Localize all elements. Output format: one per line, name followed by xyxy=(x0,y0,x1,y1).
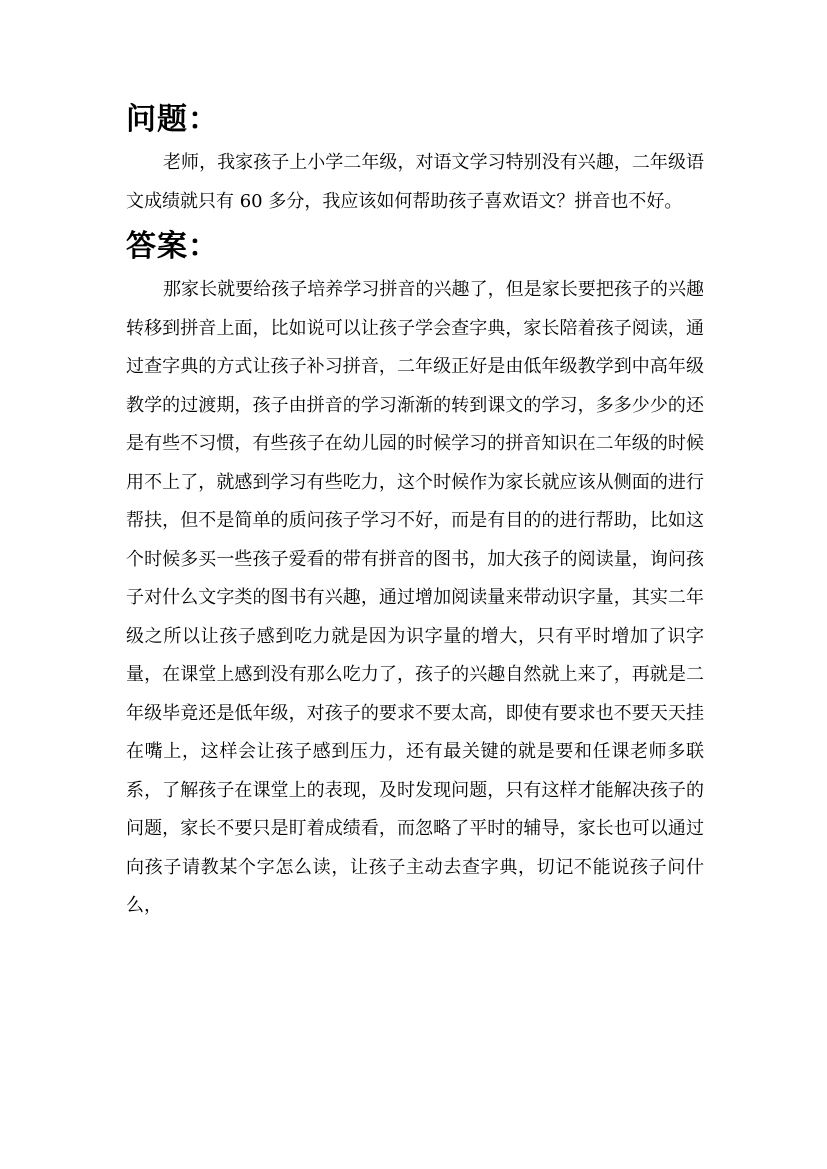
answer-text: 那家长就要给孩子培养学习拼音的兴趣了，但是家长要把孩子的兴趣转移到拼音上面，比如说可以让孩子学会查字典，家长陪着孩子阅读，通过查字典的方式让孩子补习拼音，二年级正好是由低年级教学到中高年级教学的过渡期，孩子由拼音的学习渐渐的转到课文的学习，多多少少的还是有些不习惯，有些孩子在幼儿园的时候学习的拼音知识在二年级的时候用不上了，就感到学习有些吃力，这个时候作为家长就应该从侧面的进行帮扶，但不是简单的质问孩子学习不好，而是有目的的进行帮助，比如这个时候多买一些孩子爱看的带有拼音的图书，加大孩子的阅读量，询问孩子对什么文字类的图书有兴趣，通过增加阅读量来带动识字量，其实二年级之所以让孩子感到吃力就是因为识字量的增大，只有平时增加了识字量，在课堂上感到没有那么吃力了，孩子的兴趣自然就上来了，再就是二年级毕竟还是低年级，对孩子的要求不要太高，即使有要求也不要天天挂在嘴上，这样会让孩子感到压力，还有最关键的就是要和任课老师多联系，了解孩子在课堂上的表现，及时发现问题，只有这样才能解决孩子的问题，家长不要只是盯着成绩看，而忽略了平时的辅导，家长也可以通过向孩子请教某个字怎么读，让孩子主动去查字典，切记不能说孩子问什么， xyxy=(126,279,704,916)
question-text: 老师，我家孩子上小学二年级，对语文学习特别没有兴趣，二年级语文成绩就只有 60 多分，我应该如何帮助孩子喜欢语文？拼音也不好。 xyxy=(126,152,704,212)
question-heading: 问题： xyxy=(126,102,219,137)
answer-heading: 答案： xyxy=(126,229,219,264)
document-page xyxy=(126,96,704,926)
